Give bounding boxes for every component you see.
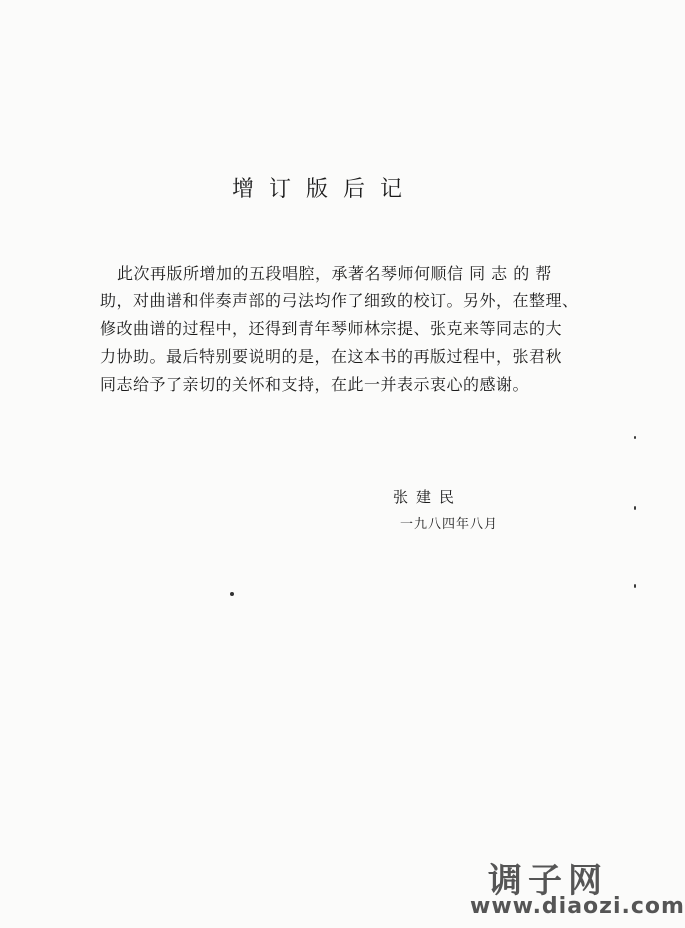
paragraph-line: 此次再版所增加的五段唱腔，承著名琴师何顺信 同 志 的 帮: [117, 264, 552, 283]
paragraph-line: 力协助。最后特别要说明的是，在这本书的再版过程中，张君秋: [100, 347, 563, 366]
scan-speck: [634, 584, 636, 588]
scan-speck: [634, 506, 636, 510]
scan-speck: [634, 436, 636, 439]
paragraph-line: 助，对曲谱和伴奏声部的弓法均作了细致的校订。另外，在整理、: [100, 291, 579, 310]
scan-speck: [230, 592, 234, 596]
date: 一九八四年八月: [400, 517, 499, 532]
watermark-logo: 调子网: [488, 861, 608, 901]
author-signature: 张建民: [393, 488, 463, 506]
page-title: 增订版后记: [232, 177, 418, 202]
paragraph-line: 同志给予了亲切的关怀和支持，在此一并表示衷心的感谢。: [100, 375, 530, 394]
watermark-url: www.diaozi.com: [470, 894, 685, 919]
paragraph-line: 修改曲谱的过程中，还得到青年琴师林宗提、张克来等同志的大: [100, 319, 563, 338]
